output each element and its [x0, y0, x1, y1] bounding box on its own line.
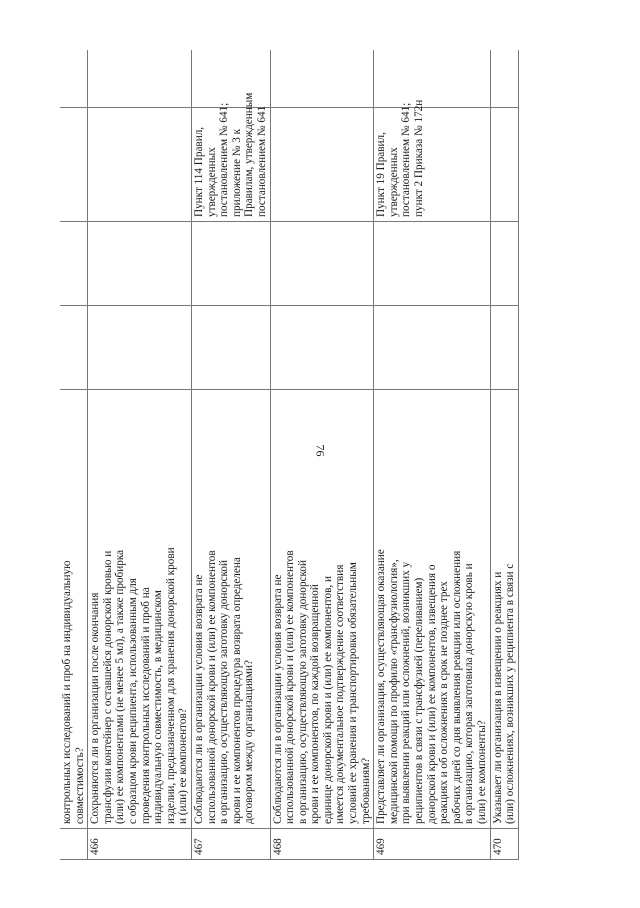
question-line: в организацию, которая заготовила донорскую кровь и — [463, 563, 476, 824]
row-number: 467 — [191, 829, 270, 860]
empty-cell — [88, 50, 192, 108]
reference-line: утвержденных — [205, 147, 218, 217]
question-line: (или) ее компонентами (не менее 5 мл), а также пробирка — [114, 549, 127, 824]
rotated-table-wrapper — [60, 50, 622, 860]
reference-line: Правилам, утвержденным — [243, 92, 256, 217]
question-line: индивидуальную совместимость, в медицинском — [152, 590, 165, 824]
question-line: условий ее хранения и транспортировки обязательным — [347, 562, 360, 824]
reference-cell — [490, 108, 518, 222]
question-line: рабочих дней со дня выявления реакции или осложнения — [450, 550, 463, 824]
empty-cell — [60, 50, 88, 108]
empty-cell — [374, 306, 490, 390]
question-line: (или) ее компоненты? — [476, 720, 488, 824]
question-cell — [60, 390, 88, 829]
row-number: 470 — [490, 829, 518, 860]
empty-cell — [270, 50, 374, 108]
question-line: требованиям? — [359, 757, 372, 824]
empty-cell — [88, 222, 192, 306]
question-line: единице донорской крови и (или) ее компонентов, и — [321, 576, 334, 824]
reference-line: Пункт 19 Правил, — [375, 132, 388, 217]
reference-line: утвержденных — [387, 147, 400, 217]
empty-cell — [191, 222, 270, 306]
question-line: Соблюдаются ли в организации условия возврата не — [192, 574, 205, 824]
empty-cell — [490, 222, 518, 306]
empty-cell — [88, 306, 192, 390]
question-line: с образцом крови реципиента, использованным для — [126, 578, 139, 824]
question-line: (или) осложнениях, возникших у реципиента в связи с — [504, 563, 517, 824]
question-cell — [490, 390, 518, 829]
empty-cell — [60, 306, 88, 390]
checklist-table — [60, 50, 519, 860]
question-line: донорской крови и (или) ее компонентов, извещения о — [425, 564, 438, 824]
reference-cell — [270, 108, 374, 222]
empty-cell — [191, 50, 270, 108]
page-number: 76 — [313, 444, 328, 457]
reference-line: постановлением № 641; — [400, 102, 413, 217]
empty-cell — [374, 50, 490, 108]
reference-line: приложение № 3 к — [230, 128, 243, 217]
reference-cell — [374, 99, 490, 222]
question-line: изделии, предназначенном для хранения донорской крови — [164, 547, 177, 824]
row-number: 466 — [88, 829, 192, 860]
table-viewport — [60, 50, 622, 860]
reference-line: пункт 2 Приказа № 172н — [413, 99, 426, 217]
question-line: крови и ее компонентов, по каждой возвращенной — [309, 584, 322, 824]
question-line: проведения контрольных исследований и проб на — [139, 587, 152, 824]
row-number: 469 — [374, 829, 490, 860]
reference-line: постановлением № 641 — [255, 105, 268, 217]
question-line: Представляет ли организация, осуществляющая оказание — [375, 549, 388, 824]
question-line: реципиентов в связи с трансфузией (переливанием) — [413, 577, 426, 824]
empty-cell — [374, 222, 490, 306]
question-line: в организацию, осуществляющую заготовку донорской — [218, 560, 231, 824]
question-line: реакциях и об осложнениях в срок не позднее трех — [438, 581, 451, 824]
question-line: контрольных исследований и проб на индивидуальную — [61, 560, 73, 824]
question-line: медицинской помощи по профилю «трансфузиология», — [387, 559, 400, 824]
question-line: использованной донорской крови и (или) ее компонентов — [284, 550, 297, 824]
question-line: при выявлении реакций или осложнений, возникших у — [400, 561, 413, 824]
empty-cell — [270, 222, 374, 306]
empty-cell — [191, 306, 270, 390]
table-row — [60, 50, 88, 860]
table-row — [490, 50, 518, 860]
question-cell — [270, 390, 374, 829]
question-line: трансфузии контейнер с оставшейся донорской кровью и — [101, 550, 114, 824]
table-row — [374, 50, 490, 860]
reference-cell — [191, 92, 270, 222]
table-row — [191, 50, 270, 860]
question-line: крови и ее компонентов процедура возврата определена — [230, 557, 243, 824]
question-line: использованной донорской крови и (или) ее компонентов — [205, 550, 218, 824]
empty-cell — [270, 306, 374, 390]
row-number: 468 — [270, 829, 374, 860]
reference-line: Пункт 114 Правил, — [192, 126, 205, 217]
table-row — [270, 50, 374, 860]
table-row — [88, 50, 192, 860]
empty-cell — [60, 222, 88, 306]
question-line: в организацию, осуществляющую заготовку донорской — [296, 560, 309, 824]
question-line: Указывает ли организация в извещении о реакциях и — [491, 571, 504, 824]
reference-cell — [60, 108, 88, 222]
question-line: имеется документальное подтверждение соответствия — [334, 564, 347, 824]
reference-line: постановлением № 641; — [218, 102, 231, 217]
question-line: и (или) ее компонентов? — [177, 708, 190, 824]
question-cell — [88, 390, 192, 829]
reference-cell — [88, 108, 192, 222]
question-line: совместимость? — [73, 747, 86, 824]
question-line: договором между организациями? — [243, 660, 256, 824]
empty-cell — [490, 306, 518, 390]
question-cell — [374, 390, 490, 829]
question-line: Соблюдаются ли в организации условия возврата не — [271, 574, 284, 824]
row-number — [60, 829, 88, 860]
question-cell — [191, 390, 270, 829]
question-line: Сохраняются ли в организации после окончания — [89, 592, 102, 824]
empty-cell — [490, 50, 518, 108]
